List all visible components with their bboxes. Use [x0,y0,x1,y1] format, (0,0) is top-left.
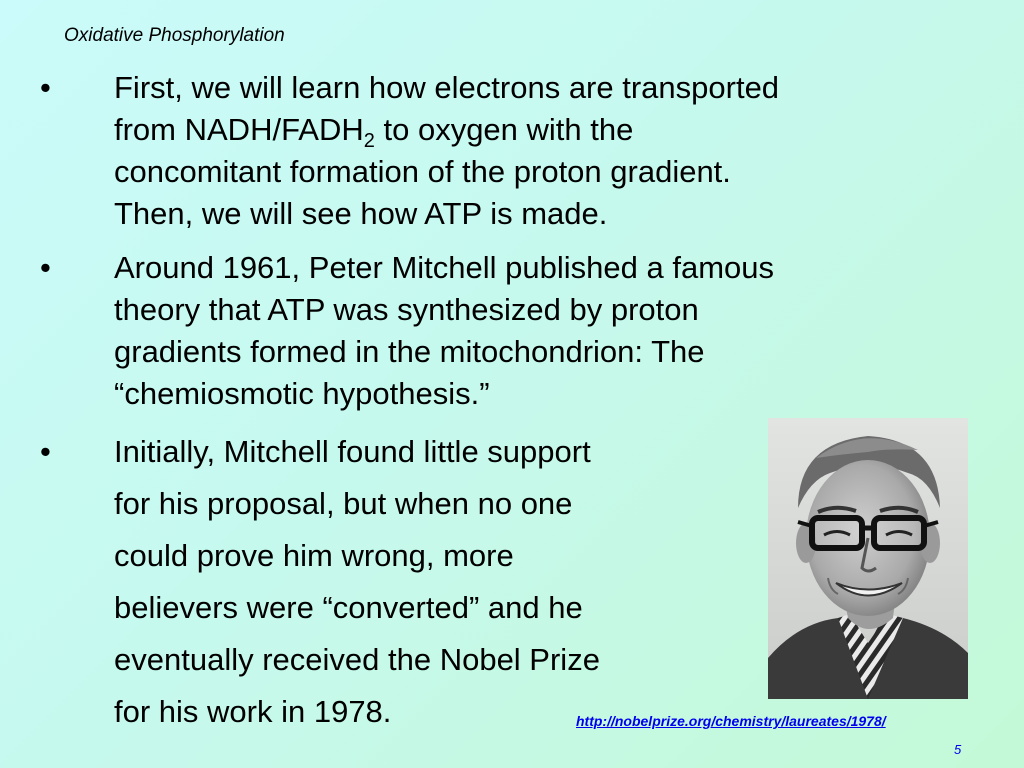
bullet-marker: • [40,250,51,285]
bullet-line: “chemiosmotic hypothesis.” [114,376,490,411]
bullet-line: concomitant formation of the proton gradient. [114,154,731,189]
bullet-marker: • [40,434,51,469]
bullet-line: gradients formed in the mitochondrion: The [114,334,705,369]
slide-title: Oxidative Phosphorylation [64,25,285,46]
nobelprize-source-link[interactable]: http://nobelprize.org/chemistry/laureates/1978/ [576,713,886,729]
bullet-line: for his work in 1978. [114,694,392,729]
bullet-line: for his proposal, but when no one [114,486,573,521]
page-number: 5 [954,742,962,757]
bullet-line: First, we will learn how electrons are transported [114,70,780,105]
peter-mitchell-portrait [768,418,968,699]
bullet-marker: • [40,70,51,105]
bullet-line: theory that ATP was synthesized by proton [114,292,699,327]
bullet-line-with-subscript [114,109,779,151]
bullet-line: Then, we will see how ATP is made. [114,196,608,231]
bullet-line: believers were “converted” and he [114,590,583,625]
bullet-line: could prove him wrong, more [114,538,514,573]
text-segment: to oxygen with the [374,112,634,147]
text-segment: from NADH/FADH [114,112,364,147]
portrait-drawing [768,418,968,699]
bullet-line: Around 1961, Peter Mitchell published a famous [114,250,775,285]
bullet-line: eventually received the Nobel Prize [114,642,600,677]
subscript: 2 [363,130,375,152]
bullet-line: Initially, Mitchell found little support [114,434,591,469]
